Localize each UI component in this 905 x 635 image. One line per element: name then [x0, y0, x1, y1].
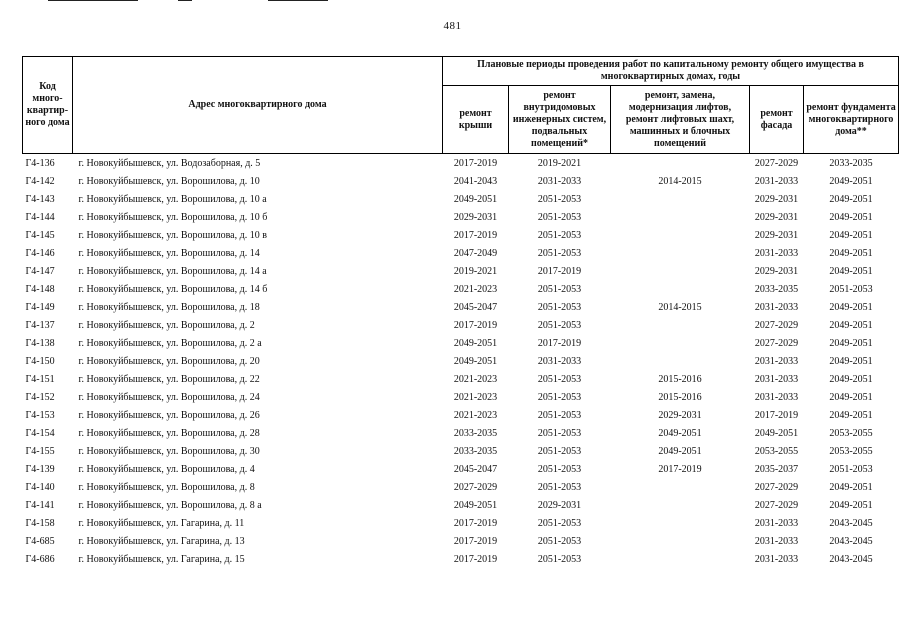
address-cell: г. Новокуйбышевск, ул. Гагарина, д. 13	[78, 535, 245, 547]
facade-period-cell: 2031-2033	[754, 301, 799, 313]
table-row	[23, 298, 899, 316]
address-cell: г. Новокуйбышевск, ул. Ворошилова, д. 10 б	[78, 211, 268, 223]
foundation-period-cell: 2051-2053	[829, 463, 873, 475]
foundation-period-cell: 2051-2053	[829, 283, 873, 295]
scan-edge-mark	[268, 0, 328, 1]
address-cell: г. Новокуйбышевск, ул. Ворошилова, д. 14 а	[78, 265, 267, 277]
address-cell: г. Новокуйбышевск, ул. Ворошилова, д. 10	[78, 175, 260, 187]
header-foundation-repair: ремонт фундамента многоквартирного дома**	[804, 86, 899, 154]
facade-period-cell: 2029-2031	[754, 265, 799, 277]
house-code-cell: Г4-152	[25, 391, 55, 403]
roof-period-cell: 2049-2051	[453, 355, 498, 367]
elevator-period-cell: 2017-2019	[658, 463, 702, 475]
header-roof-repair: ремонт крыши	[443, 86, 509, 154]
systems-period-cell: 2051-2053	[537, 463, 582, 475]
roof-period-cell: 2033-2035	[453, 445, 498, 457]
table-row	[23, 244, 899, 262]
systems-period-cell: 2051-2053	[537, 535, 582, 547]
roof-period-cell: 2017-2019	[453, 517, 498, 529]
foundation-period-cell: 2053-2055	[829, 445, 873, 457]
house-code-cell: Г4-147	[25, 265, 55, 277]
table-row	[23, 406, 899, 424]
house-code-cell: Г4-138	[25, 337, 55, 349]
systems-period-cell: 2017-2019	[537, 337, 582, 349]
elevator-period-cell: 2014-2015	[658, 301, 702, 313]
foundation-period-cell: 2049-2051	[829, 193, 873, 205]
facade-period-cell: 2031-2033	[754, 391, 799, 403]
house-code-cell: Г4-686	[25, 553, 55, 565]
roof-period-cell: 2027-2029	[453, 481, 498, 493]
header-address: Адрес многоквартирного дома	[73, 57, 443, 154]
address-cell: г. Новокуйбышевск, ул. Ворошилова, д. 20	[78, 355, 260, 367]
elevator-period-cell	[611, 550, 750, 568]
house-code-cell: Г4-149	[25, 301, 55, 313]
table-row	[23, 442, 899, 460]
address-cell: г. Новокуйбышевск, ул. Ворошилова, д. 10 а	[78, 193, 267, 205]
table-row	[23, 532, 899, 550]
foundation-period-cell: 2049-2051	[829, 481, 873, 493]
address-cell: г. Новокуйбышевск, ул. Ворошилова, д. 8	[78, 481, 255, 493]
elevator-period-cell	[611, 478, 750, 496]
systems-period-cell: 2051-2053	[537, 553, 582, 565]
systems-period-cell: 2051-2053	[537, 301, 582, 313]
systems-period-cell: 2051-2053	[537, 211, 582, 223]
header-planned-periods: Плановые периоды проведения работ по капитальному ремонту общего имущества в многоквартирных домах, годы	[443, 57, 899, 86]
foundation-period-cell: 2043-2045	[829, 517, 873, 529]
facade-period-cell: 2031-2033	[754, 175, 799, 187]
house-code-cell: Г4-150	[25, 355, 55, 367]
systems-period-cell: 2031-2033	[537, 355, 582, 367]
foundation-period-cell: 2049-2051	[829, 391, 873, 403]
address-cell: г. Новокуйбышевск, ул. Ворошилова, д. 4	[78, 463, 255, 475]
facade-period-cell: 2027-2029	[754, 319, 799, 331]
facade-period-cell: 2031-2033	[754, 247, 799, 259]
house-code-cell: Г4-155	[25, 445, 55, 457]
capital-repair-schedule-table	[22, 56, 899, 568]
table-row	[23, 370, 899, 388]
address-cell: г. Новокуйбышевск, ул. Гагарина, д. 11	[78, 517, 245, 529]
facade-period-cell: 2031-2033	[754, 373, 799, 385]
elevator-period-cell	[611, 154, 750, 173]
house-code-cell: Г4-143	[25, 193, 55, 205]
table-row	[23, 262, 899, 280]
header-engineering-systems-repair: ремонт внутридомовых инженерных систем, подвальных помещений*	[509, 86, 611, 154]
facade-period-cell: 2031-2033	[754, 553, 799, 565]
roof-period-cell: 2017-2019	[453, 229, 498, 241]
foundation-period-cell: 2049-2051	[829, 265, 873, 277]
address-cell: г. Новокуйбышевск, ул. Ворошилова, д. 28	[78, 427, 260, 439]
table-row	[23, 280, 899, 298]
roof-period-cell: 2017-2019	[453, 319, 498, 331]
systems-period-cell: 2051-2053	[537, 247, 582, 259]
house-code-cell: Г4-685	[25, 535, 55, 547]
foundation-period-cell: 2049-2051	[829, 319, 873, 331]
scan-edge-mark	[178, 0, 192, 1]
roof-period-cell: 2047-2049	[453, 247, 498, 259]
table-row	[23, 388, 899, 406]
facade-period-cell: 2035-2037	[754, 463, 799, 475]
foundation-period-cell: 2049-2051	[829, 175, 873, 187]
systems-period-cell: 2029-2031	[537, 499, 582, 511]
roof-period-cell: 2019-2021	[453, 265, 498, 277]
address-cell: г. Новокуйбышевск, ул. Ворошилова, д. 26	[78, 409, 260, 421]
roof-period-cell: 2029-2031	[453, 211, 498, 223]
house-code-cell: Г4-154	[25, 427, 55, 439]
elevator-period-cell: 2015-2016	[658, 391, 702, 403]
systems-period-cell: 2051-2053	[537, 445, 582, 457]
address-cell: г. Новокуйбышевск, ул. Водозаборная, д. 5	[78, 157, 261, 169]
elevator-period-cell: 2014-2015	[658, 175, 702, 187]
address-cell: г. Новокуйбышевск, ул. Ворошилова, д. 8 а	[78, 499, 262, 511]
address-cell: г. Новокуйбышевск, ул. Ворошилова, д. 24	[78, 391, 260, 403]
foundation-period-cell: 2049-2051	[829, 409, 873, 421]
address-cell: г. Новокуйбышевск, ул. Ворошилова, д. 10 в	[78, 229, 267, 241]
facade-period-cell: 2029-2031	[754, 229, 799, 241]
systems-period-cell: 2051-2053	[537, 409, 582, 421]
systems-period-cell: 2051-2053	[537, 373, 582, 385]
facade-period-cell: 2053-2055	[754, 445, 799, 457]
systems-period-cell: 2017-2019	[537, 265, 582, 277]
elevator-period-cell	[611, 190, 750, 208]
elevator-period-cell	[611, 334, 750, 352]
table-row	[23, 514, 899, 532]
elevator-period-cell	[611, 262, 750, 280]
facade-period-cell: 2029-2031	[754, 211, 799, 223]
house-code-cell: Г4-158	[25, 517, 55, 529]
roof-period-cell: 2017-2019	[453, 535, 498, 547]
table-row	[23, 460, 899, 478]
systems-period-cell: 2019-2021	[537, 157, 582, 169]
elevator-period-cell: 2029-2031	[658, 409, 702, 421]
house-code-cell: Г4-137	[25, 319, 55, 331]
facade-period-cell: 2027-2029	[754, 337, 799, 349]
foundation-period-cell: 2043-2045	[829, 535, 873, 547]
page-number: 481	[443, 20, 462, 32]
elevator-period-cell	[611, 532, 750, 550]
foundation-period-cell: 2049-2051	[829, 301, 873, 313]
header-facade-repair: ремонт фасада	[750, 86, 804, 154]
foundation-period-cell: 2053-2055	[829, 427, 873, 439]
facade-period-cell: 2029-2031	[754, 193, 799, 205]
table-row	[23, 478, 899, 496]
roof-period-cell: 2017-2019	[453, 157, 498, 169]
house-code-cell: Г4-139	[25, 463, 55, 475]
foundation-period-cell: 2049-2051	[829, 247, 873, 259]
address-cell: г. Новокуйбышевск, ул. Ворошилова, д. 14	[78, 247, 260, 259]
address-cell: г. Новокуйбышевск, ул. Ворошилова, д. 18	[78, 301, 260, 313]
elevator-period-cell: 2049-2051	[658, 445, 702, 457]
house-code-cell: Г4-151	[25, 373, 55, 385]
systems-period-cell: 2051-2053	[537, 391, 582, 403]
house-code-cell: Г4-141	[25, 499, 55, 511]
facade-period-cell: 2027-2029	[754, 157, 799, 169]
foundation-period-cell: 2049-2051	[829, 229, 873, 241]
facade-period-cell: 2031-2033	[754, 517, 799, 529]
systems-period-cell: 2051-2053	[537, 427, 582, 439]
address-cell: г. Новокуйбышевск, ул. Ворошилова, д. 22	[78, 373, 260, 385]
roof-period-cell: 2021-2023	[453, 409, 498, 421]
elevator-period-cell	[611, 496, 750, 514]
roof-period-cell: 2021-2023	[453, 391, 498, 403]
elevator-period-cell	[611, 514, 750, 532]
scan-edge-mark	[48, 0, 138, 1]
house-code-cell: Г4-144	[25, 211, 55, 223]
systems-period-cell: 2051-2053	[537, 229, 582, 241]
house-code-cell: Г4-145	[25, 229, 55, 241]
house-code-cell: Г4-148	[25, 283, 55, 295]
roof-period-cell: 2045-2047	[453, 301, 498, 313]
roof-period-cell: 2041-2043	[453, 175, 498, 187]
table-row	[23, 496, 899, 514]
elevator-period-cell	[611, 226, 750, 244]
address-cell: г. Новокуйбышевск, ул. Ворошилова, д. 2	[78, 319, 255, 331]
facade-period-cell: 2031-2033	[754, 355, 799, 367]
elevator-period-cell: 2015-2016	[658, 373, 702, 385]
house-code-cell: Г4-136	[25, 157, 55, 169]
roof-period-cell: 2045-2047	[453, 463, 498, 475]
elevator-period-cell	[611, 316, 750, 334]
table-row	[23, 550, 899, 568]
elevator-period-cell	[611, 244, 750, 262]
foundation-period-cell: 2049-2051	[829, 337, 873, 349]
table-row	[23, 352, 899, 370]
foundation-period-cell: 2033-2035	[829, 157, 873, 169]
table-row	[23, 334, 899, 352]
roof-period-cell: 2033-2035	[453, 427, 498, 439]
roof-period-cell: 2021-2023	[453, 373, 498, 385]
table-row	[23, 424, 899, 442]
elevator-period-cell: 2049-2051	[658, 427, 702, 439]
roof-period-cell: 2049-2051	[453, 193, 498, 205]
foundation-period-cell: 2049-2051	[829, 211, 873, 223]
facade-period-cell: 2033-2035	[754, 283, 799, 295]
systems-period-cell: 2031-2033	[537, 175, 582, 187]
house-code-cell: Г4-146	[25, 247, 55, 259]
address-cell: г. Новокуйбышевск, ул. Ворошилова, д. 2 а	[78, 337, 262, 349]
facade-period-cell: 2027-2029	[754, 481, 799, 493]
table-row	[23, 172, 899, 190]
header-house-code: Код много-квартир-ного дома	[23, 57, 73, 154]
house-code-cell: Г4-142	[25, 175, 55, 187]
systems-period-cell: 2051-2053	[537, 319, 582, 331]
foundation-period-cell: 2049-2051	[829, 499, 873, 511]
table-row	[23, 154, 899, 173]
house-code-cell: Г4-140	[25, 481, 55, 493]
elevator-period-cell	[611, 208, 750, 226]
roof-period-cell: 2021-2023	[453, 283, 498, 295]
foundation-period-cell: 2049-2051	[829, 373, 873, 385]
address-cell: г. Новокуйбышевск, ул. Ворошилова, д. 14 б	[78, 283, 268, 295]
table-row	[23, 226, 899, 244]
table-row	[23, 316, 899, 334]
roof-period-cell: 2049-2051	[453, 499, 498, 511]
facade-period-cell: 2017-2019	[754, 409, 799, 421]
table-row	[23, 190, 899, 208]
foundation-period-cell: 2049-2051	[829, 355, 873, 367]
roof-period-cell: 2017-2019	[453, 553, 498, 565]
elevator-period-cell	[611, 280, 750, 298]
table-body	[23, 154, 899, 569]
address-cell: г. Новокуйбышевск, ул. Гагарина, д. 15	[78, 553, 245, 565]
systems-period-cell: 2051-2053	[537, 481, 582, 493]
foundation-period-cell: 2043-2045	[829, 553, 873, 565]
facade-period-cell: 2027-2029	[754, 499, 799, 511]
elevator-period-cell	[611, 352, 750, 370]
facade-period-cell: 2049-2051	[754, 427, 799, 439]
systems-period-cell: 2051-2053	[537, 193, 582, 205]
systems-period-cell: 2051-2053	[537, 283, 582, 295]
systems-period-cell: 2051-2053	[537, 517, 582, 529]
facade-period-cell: 2031-2033	[754, 535, 799, 547]
table-row	[23, 208, 899, 226]
roof-period-cell: 2049-2051	[453, 337, 498, 349]
header-elevator-repair: ремонт, замена, модернизация лифтов, ремонт лифтовых шахт, машинных и блочных помещений	[611, 86, 750, 154]
address-cell: г. Новокуйбышевск, ул. Ворошилова, д. 30	[78, 445, 260, 457]
house-code-cell: Г4-153	[25, 409, 55, 421]
